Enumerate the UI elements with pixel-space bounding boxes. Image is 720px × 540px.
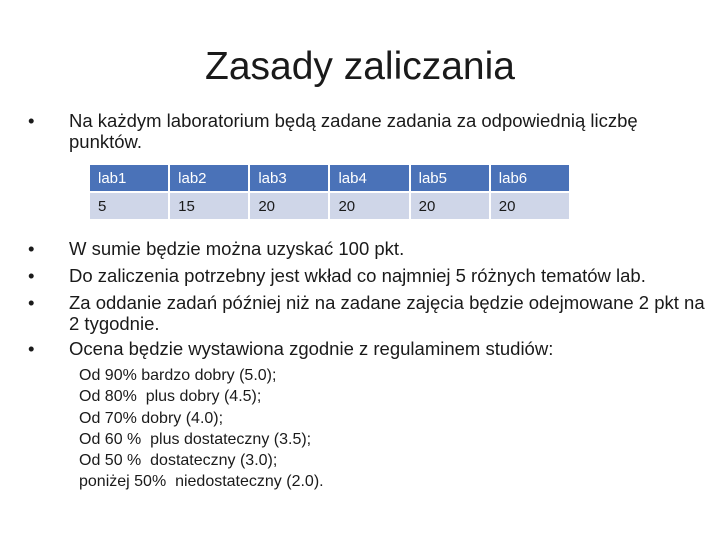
bullet-text: Na każdym laboratorium będą zadane zadania za odpowiednią liczbę punktów.: [69, 110, 638, 152]
table-cell: 15: [169, 192, 249, 219]
bullet-item-grading: [28, 338, 708, 359]
bullet-item-late-penalty: [28, 292, 708, 334]
table-header-cell: lab3: [249, 165, 329, 192]
table-cell: 20: [249, 192, 329, 219]
grade-line: Od 90% bardzo dobry (5.0);: [79, 367, 277, 384]
table-row: [90, 192, 569, 219]
bullet-icon: •: [28, 238, 35, 259]
table-cell: 20: [329, 192, 409, 219]
grade-line: Od 50 % dostateczny (3.0);: [79, 452, 278, 470]
bullet-icon: •: [28, 110, 35, 131]
table-header-cell: lab5: [410, 165, 490, 192]
bullet-icon: •: [28, 338, 35, 359]
bullet-text: W sumie będzie można uzyskać 100 pkt.: [69, 238, 405, 259]
grade-line: poniżej 50% niedostateczny (2.0).: [79, 473, 324, 491]
bullet-item-points: [28, 110, 708, 152]
bullet-icon: •: [28, 265, 35, 286]
bullet-text: Ocena będzie wystawiona zgodnie z regulaminem studiów:: [69, 338, 554, 359]
labs-points-table: [90, 165, 569, 219]
bullet-icon: •: [28, 292, 35, 313]
bullet-text: Za oddanie zadań później niż na zadane zajęcia będzie odejmowane 2 pkt na 2 tygodnie.: [69, 292, 705, 334]
slide-title: Zasady zaliczania: [205, 45, 515, 88]
bullet-text: Do zaliczenia potrzebny jest wkład co najmniej 5 różnych tematów lab.: [69, 265, 646, 286]
grade-line: Od 60 % plus dostateczny (3.5);: [79, 430, 312, 448]
table-header-cell: lab1: [90, 165, 169, 192]
grade-line: Od 70% dobry (4.0);: [79, 409, 224, 427]
table-cell: 5: [90, 192, 169, 219]
table-header-cell: lab2: [169, 165, 249, 192]
table-cell: 20: [490, 192, 569, 219]
grade-line: Od 80% plus dobry (4.5);: [79, 388, 262, 406]
bullet-item-requirement: [28, 265, 708, 286]
table-header-cell: lab6: [490, 165, 569, 192]
table-header-row: [90, 165, 569, 192]
table-cell: 20: [410, 192, 490, 219]
table-header-cell: lab4: [329, 165, 409, 192]
bullet-item-total: [28, 238, 708, 259]
grade-scale-list: [79, 365, 324, 493]
